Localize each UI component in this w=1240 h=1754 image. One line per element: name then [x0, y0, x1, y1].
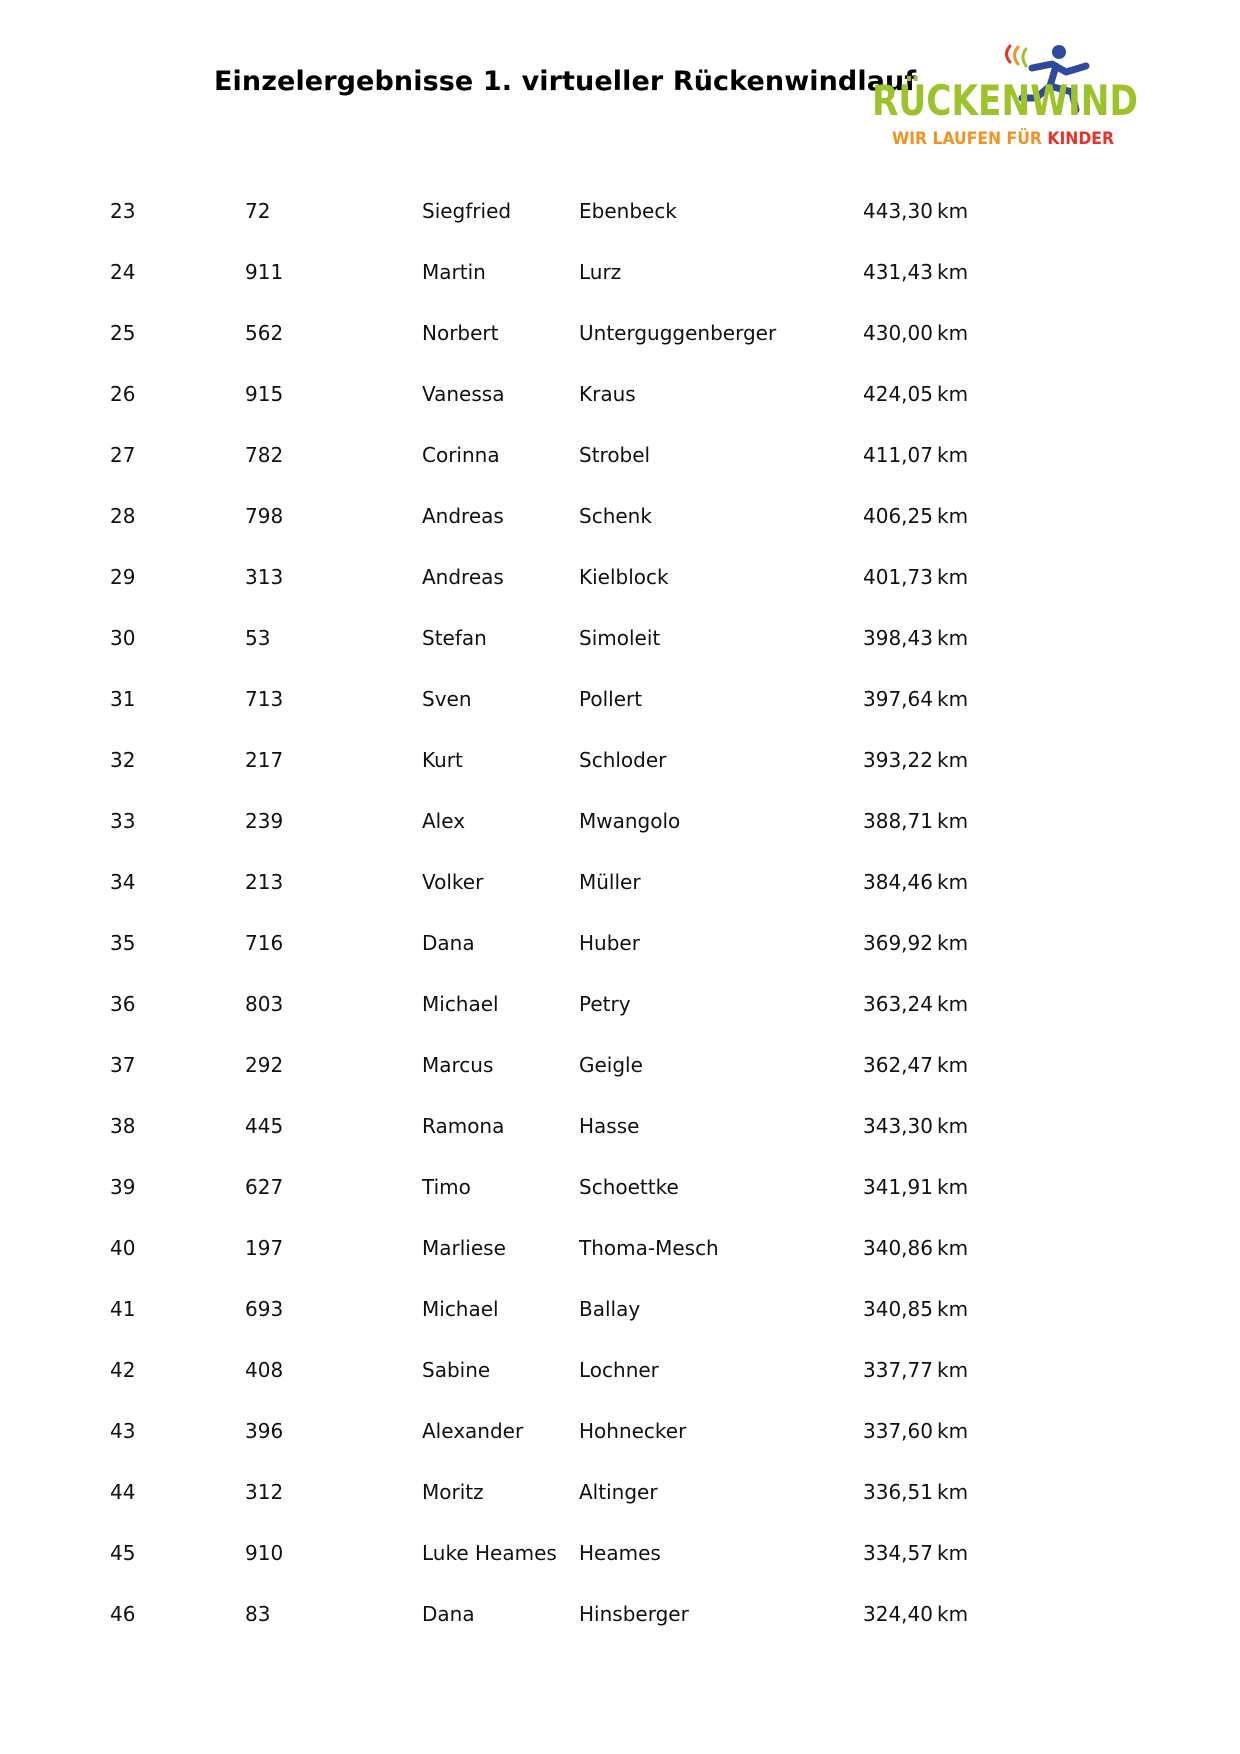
rank-cell: 25	[110, 321, 136, 345]
first-name-cell: Stefan	[422, 626, 487, 650]
rank-cell: 26	[110, 382, 136, 406]
bib-number-cell: 292	[245, 1053, 284, 1077]
distance-cell: 343,30	[863, 1114, 933, 1138]
distance-cell: 340,85	[863, 1297, 933, 1321]
bib-number-cell: 911	[245, 260, 284, 284]
rank-cell: 38	[110, 1114, 136, 1138]
distance-cell: 337,77	[863, 1358, 933, 1382]
distance-cell: 397,64	[863, 687, 933, 711]
rank-cell: 37	[110, 1053, 136, 1077]
first-name-cell: Alexander	[422, 1419, 524, 1443]
result-row	[0, 1523, 1240, 1584]
bib-number-cell: 782	[245, 443, 284, 467]
first-name-cell: Marliese	[422, 1236, 506, 1260]
distance-cell: 443,30	[863, 199, 933, 223]
last-name-cell: Petry	[579, 992, 631, 1016]
result-row	[0, 913, 1240, 974]
distance-cell: 362,47	[863, 1053, 933, 1077]
distance-cell: 340,86	[863, 1236, 933, 1260]
rank-cell: 35	[110, 931, 136, 955]
first-name-cell: Marcus	[422, 1053, 494, 1077]
bib-number-cell: 313	[245, 565, 284, 589]
last-name-cell: Heames	[579, 1541, 661, 1565]
bib-number-cell: 217	[245, 748, 284, 772]
distance-unit: km	[937, 626, 969, 650]
distance-cell: 337,60	[863, 1419, 933, 1443]
first-name-cell: Norbert	[422, 321, 499, 345]
last-name-cell: Huber	[579, 931, 640, 955]
rank-cell: 30	[110, 626, 136, 650]
result-row	[0, 1584, 1240, 1645]
bib-number-cell: 693	[245, 1297, 284, 1321]
distance-cell: 334,57	[863, 1541, 933, 1565]
bib-number-cell: 239	[245, 809, 284, 833]
result-row	[0, 181, 1240, 242]
bib-number-cell: 915	[245, 382, 284, 406]
rueckenwind-logo	[872, 42, 1198, 154]
distance-cell: 369,92	[863, 931, 933, 955]
first-name-cell: Dana	[422, 931, 475, 955]
rank-cell: 40	[110, 1236, 136, 1260]
bib-number-cell: 83	[245, 1602, 271, 1626]
first-name-cell: Dana	[422, 1602, 475, 1626]
page-title: Einzelergebnisse 1. virtueller Rückenwindlauf	[214, 66, 917, 98]
last-name-cell: Pollert	[579, 687, 643, 711]
first-name-cell: Corinna	[422, 443, 500, 467]
bib-number-cell: 408	[245, 1358, 284, 1382]
first-name-cell: Alex	[422, 809, 466, 833]
rank-cell: 28	[110, 504, 136, 528]
bib-number-cell: 445	[245, 1114, 284, 1138]
bib-number-cell: 213	[245, 870, 284, 894]
bib-number-cell: 72	[245, 199, 271, 223]
result-row	[0, 1279, 1240, 1340]
distance-unit: km	[937, 1236, 969, 1260]
last-name-cell: Thoma-Mesch	[579, 1236, 719, 1260]
result-row	[0, 1157, 1240, 1218]
last-name-cell: Hohnecker	[579, 1419, 687, 1443]
bib-number-cell: 716	[245, 931, 284, 955]
bib-number-cell: 197	[245, 1236, 284, 1260]
rank-cell: 43	[110, 1419, 136, 1443]
distance-unit: km	[937, 1297, 969, 1321]
last-name-cell: Ballay	[579, 1297, 641, 1321]
distance-unit: km	[937, 992, 969, 1016]
bib-number-cell: 53	[245, 626, 271, 650]
last-name-cell: Altinger	[579, 1480, 658, 1504]
last-name-cell: Unterguggenberger	[579, 321, 777, 345]
wind-arcs-icon	[1007, 46, 1027, 66]
distance-unit: km	[937, 748, 969, 772]
distance-cell: 406,25	[863, 504, 933, 528]
bib-number-cell: 910	[245, 1541, 284, 1565]
result-row	[0, 974, 1240, 1035]
result-row	[0, 1218, 1240, 1279]
distance-cell: 424,05	[863, 382, 933, 406]
distance-unit: km	[937, 870, 969, 894]
distance-unit: km	[937, 1602, 969, 1626]
last-name-cell: Strobel	[579, 443, 651, 467]
distance-unit: km	[937, 1053, 969, 1077]
distance-unit: km	[937, 199, 969, 223]
distance-unit: km	[937, 1541, 969, 1565]
rank-cell: 27	[110, 443, 136, 467]
logo-tagline-suffix: KINDER	[1047, 129, 1120, 149]
result-row	[0, 1401, 1240, 1462]
first-name-cell: Sabine	[422, 1358, 491, 1382]
distance-cell: 398,43	[863, 626, 933, 650]
distance-cell: 393,22	[863, 748, 933, 772]
last-name-cell: Schenk	[579, 504, 652, 528]
logo-tagline	[892, 127, 1120, 149]
result-row	[0, 242, 1240, 303]
rank-cell: 45	[110, 1541, 136, 1565]
bib-number-cell: 562	[245, 321, 284, 345]
result-row	[0, 1462, 1240, 1523]
result-row	[0, 852, 1240, 913]
distance-unit: km	[937, 1114, 969, 1138]
distance-cell: 401,73	[863, 565, 933, 589]
first-name-cell: Moritz	[422, 1480, 484, 1504]
distance-cell: 336,51	[863, 1480, 933, 1504]
last-name-cell: Hinsberger	[579, 1602, 689, 1626]
distance-unit: km	[937, 1419, 969, 1443]
last-name-cell: Geigle	[579, 1053, 643, 1077]
result-row	[0, 303, 1240, 364]
rank-cell: 39	[110, 1175, 136, 1199]
result-row	[0, 608, 1240, 669]
result-row	[0, 730, 1240, 791]
result-row	[0, 791, 1240, 852]
first-name-cell: Kurt	[422, 748, 463, 772]
distance-unit: km	[937, 443, 969, 467]
last-name-cell: Schloder	[579, 748, 667, 772]
distance-unit: km	[937, 260, 969, 284]
last-name-cell: Müller	[579, 870, 641, 894]
distance-cell: 430,00	[863, 321, 933, 345]
first-name-cell: Vanessa	[422, 382, 505, 406]
result-row	[0, 669, 1240, 730]
first-name-cell: Sven	[422, 687, 472, 711]
result-row	[0, 1096, 1240, 1157]
first-name-cell: Luke Heames	[422, 1541, 557, 1565]
result-row	[0, 425, 1240, 486]
last-name-cell: Kraus	[579, 382, 636, 406]
first-name-cell: Volker	[422, 870, 484, 894]
distance-cell: 388,71	[863, 809, 933, 833]
first-name-cell: Andreas	[422, 504, 504, 528]
bib-number-cell: 803	[245, 992, 284, 1016]
distance-unit: km	[937, 321, 969, 345]
first-name-cell: Ramona	[422, 1114, 505, 1138]
last-name-cell: Lurz	[579, 260, 622, 284]
rank-cell: 23	[110, 199, 136, 223]
first-name-cell: Michael	[422, 992, 499, 1016]
bib-number-cell: 627	[245, 1175, 284, 1199]
last-name-cell: Schoettke	[579, 1175, 679, 1199]
distance-unit: km	[937, 687, 969, 711]
rank-cell: 36	[110, 992, 136, 1016]
rank-cell: 34	[110, 870, 136, 894]
result-row	[0, 364, 1240, 425]
logo-wordmark: RÜCKENWIND	[872, 76, 1198, 125]
last-name-cell: Mwangolo	[579, 809, 681, 833]
rank-cell: 32	[110, 748, 136, 772]
distance-unit: km	[937, 1358, 969, 1382]
first-name-cell: Siegfried	[422, 199, 512, 223]
distance-unit: km	[937, 565, 969, 589]
rank-cell: 31	[110, 687, 136, 711]
result-row	[0, 1035, 1240, 1096]
last-name-cell: Hasse	[579, 1114, 640, 1138]
result-row	[0, 486, 1240, 547]
distance-cell: 411,07	[863, 443, 933, 467]
last-name-cell: Simoleit	[579, 626, 661, 650]
rank-cell: 42	[110, 1358, 136, 1382]
last-name-cell: Ebenbeck	[579, 199, 677, 223]
distance-cell: 431,43	[863, 260, 933, 284]
bib-number-cell: 312	[245, 1480, 284, 1504]
first-name-cell: Martin	[422, 260, 486, 284]
distance-unit: km	[937, 382, 969, 406]
bib-number-cell: 396	[245, 1419, 284, 1443]
first-name-cell: Andreas	[422, 565, 504, 589]
bib-number-cell: 713	[245, 687, 284, 711]
rank-cell: 46	[110, 1602, 136, 1626]
results-list	[0, 181, 1240, 1645]
distance-cell: 384,46	[863, 870, 933, 894]
distance-cell: 363,24	[863, 992, 933, 1016]
result-row	[0, 1340, 1240, 1401]
result-row	[0, 547, 1240, 608]
bib-number-cell: 798	[245, 504, 284, 528]
rank-cell: 24	[110, 260, 136, 284]
last-name-cell: Lochner	[579, 1358, 659, 1382]
rank-cell: 33	[110, 809, 136, 833]
distance-cell: 324,40	[863, 1602, 933, 1626]
first-name-cell: Timo	[422, 1175, 471, 1199]
distance-unit: km	[937, 931, 969, 955]
rank-cell: 44	[110, 1480, 136, 1504]
distance-unit: km	[937, 504, 969, 528]
distance-cell: 341,91	[863, 1175, 933, 1199]
distance-unit: km	[937, 1175, 969, 1199]
rank-cell: 29	[110, 565, 136, 589]
distance-unit: km	[937, 809, 969, 833]
distance-unit: km	[937, 1480, 969, 1504]
logo-tagline-prefix: WIR LAUFEN FÜR	[892, 129, 1062, 149]
first-name-cell: Michael	[422, 1297, 499, 1321]
last-name-cell: Kielblock	[579, 565, 669, 589]
rank-cell: 41	[110, 1297, 136, 1321]
